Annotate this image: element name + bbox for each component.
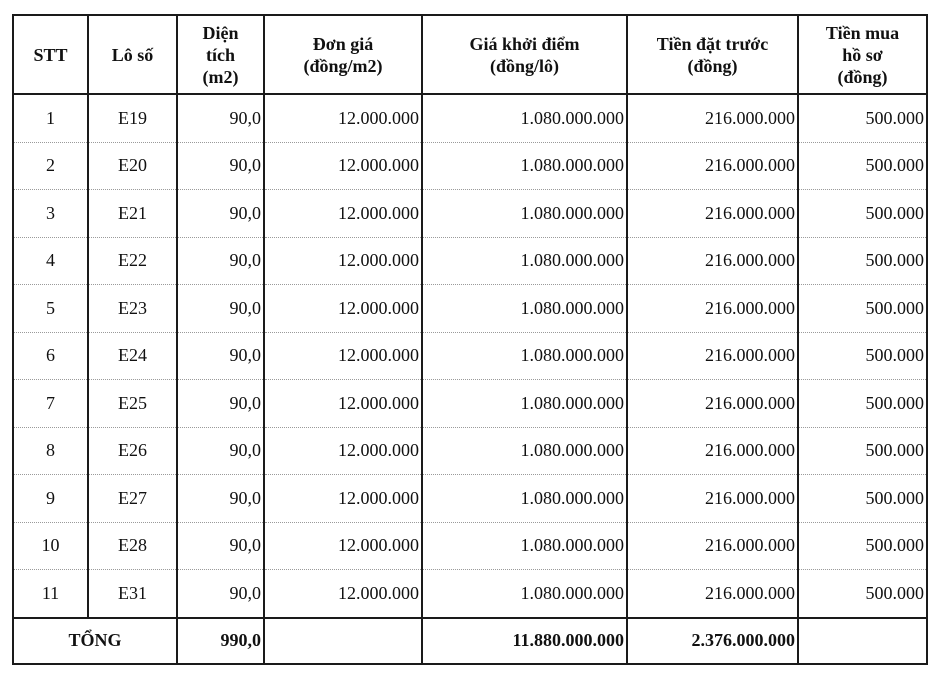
header-row (13, 15, 927, 94)
cell-unit-price: 12.000.000 (264, 332, 422, 380)
cell-unit-price: 12.000.000 (264, 285, 422, 333)
cell-area: 90,0 (177, 190, 264, 238)
total-row (13, 618, 927, 664)
header-unit-price: Đơn giá (đồng/m2) (264, 15, 422, 94)
auction-lot-table-container (12, 14, 926, 665)
cell-area: 90,0 (177, 237, 264, 285)
cell-lot-number: E24 (88, 332, 177, 380)
table-body (13, 94, 927, 618)
cell-lot-number: E31 (88, 570, 177, 618)
cell-dossier-fee: 500.000 (798, 570, 927, 618)
header-dossier-fee: Tiền mua hồ sơ (đồng) (798, 15, 927, 94)
cell-lot-number: E21 (88, 190, 177, 238)
cell-dossier-fee: 500.000 (798, 190, 927, 238)
cell-start-price: 1.080.000.000 (422, 522, 627, 570)
cell-lot-number: E23 (88, 285, 177, 333)
header-start-price: Giá khởi điểm (đồng/lô) (422, 15, 627, 94)
cell-dossier-fee: 500.000 (798, 142, 927, 190)
total-label: TỔNG (13, 618, 177, 664)
cell-area: 90,0 (177, 570, 264, 618)
cell-lot-number: E19 (88, 94, 177, 142)
cell-deposit: 216.000.000 (627, 94, 798, 142)
cell-start-price: 1.080.000.000 (422, 94, 627, 142)
total-area: 990,0 (177, 618, 264, 664)
total-deposit: 2.376.000.000 (627, 618, 798, 664)
cell-dossier-fee: 500.000 (798, 475, 927, 523)
cell-stt: 4 (13, 237, 88, 285)
cell-deposit: 216.000.000 (627, 285, 798, 333)
cell-area: 90,0 (177, 94, 264, 142)
total-unit-price (264, 618, 422, 664)
cell-lot-number: E20 (88, 142, 177, 190)
table-row (13, 332, 927, 380)
cell-stt: 10 (13, 522, 88, 570)
cell-lot-number: E27 (88, 475, 177, 523)
cell-deposit: 216.000.000 (627, 427, 798, 475)
cell-lot-number: E25 (88, 380, 177, 428)
cell-dossier-fee: 500.000 (798, 332, 927, 380)
total-dossier-fee (798, 618, 927, 664)
cell-area: 90,0 (177, 475, 264, 523)
table-row (13, 522, 927, 570)
header-lot-number: Lô số (88, 15, 177, 94)
cell-start-price: 1.080.000.000 (422, 237, 627, 285)
cell-dossier-fee: 500.000 (798, 94, 927, 142)
cell-deposit: 216.000.000 (627, 142, 798, 190)
table-row (13, 427, 927, 475)
table-row (13, 190, 927, 238)
cell-dossier-fee: 500.000 (798, 285, 927, 333)
table-row (13, 285, 927, 333)
cell-dossier-fee: 500.000 (798, 237, 927, 285)
cell-dossier-fee: 500.000 (798, 522, 927, 570)
cell-deposit: 216.000.000 (627, 332, 798, 380)
cell-start-price: 1.080.000.000 (422, 475, 627, 523)
cell-deposit: 216.000.000 (627, 237, 798, 285)
cell-start-price: 1.080.000.000 (422, 570, 627, 618)
cell-deposit: 216.000.000 (627, 190, 798, 238)
cell-area: 90,0 (177, 380, 264, 428)
cell-stt: 1 (13, 94, 88, 142)
table-row (13, 142, 927, 190)
cell-unit-price: 12.000.000 (264, 570, 422, 618)
cell-stt: 5 (13, 285, 88, 333)
cell-deposit: 216.000.000 (627, 570, 798, 618)
cell-start-price: 1.080.000.000 (422, 285, 627, 333)
cell-unit-price: 12.000.000 (264, 94, 422, 142)
cell-stt: 11 (13, 570, 88, 618)
cell-area: 90,0 (177, 522, 264, 570)
cell-stt: 3 (13, 190, 88, 238)
table-row (13, 570, 927, 618)
total-start-price: 11.880.000.000 (422, 618, 627, 664)
cell-dossier-fee: 500.000 (798, 380, 927, 428)
cell-lot-number: E22 (88, 237, 177, 285)
auction-lot-table (12, 14, 928, 665)
cell-stt: 8 (13, 427, 88, 475)
cell-unit-price: 12.000.000 (264, 475, 422, 523)
cell-area: 90,0 (177, 285, 264, 333)
cell-start-price: 1.080.000.000 (422, 142, 627, 190)
cell-deposit: 216.000.000 (627, 475, 798, 523)
table-row (13, 237, 927, 285)
cell-unit-price: 12.000.000 (264, 522, 422, 570)
cell-stt: 6 (13, 332, 88, 380)
cell-unit-price: 12.000.000 (264, 427, 422, 475)
cell-stt: 2 (13, 142, 88, 190)
cell-start-price: 1.080.000.000 (422, 427, 627, 475)
cell-area: 90,0 (177, 142, 264, 190)
cell-deposit: 216.000.000 (627, 522, 798, 570)
cell-unit-price: 12.000.000 (264, 237, 422, 285)
cell-start-price: 1.080.000.000 (422, 380, 627, 428)
cell-stt: 9 (13, 475, 88, 523)
cell-unit-price: 12.000.000 (264, 190, 422, 238)
cell-area: 90,0 (177, 332, 264, 380)
cell-start-price: 1.080.000.000 (422, 332, 627, 380)
header-deposit: Tiền đặt trước (đồng) (627, 15, 798, 94)
table-row (13, 380, 927, 428)
cell-unit-price: 12.000.000 (264, 142, 422, 190)
cell-area: 90,0 (177, 427, 264, 475)
cell-deposit: 216.000.000 (627, 380, 798, 428)
header-stt: STT (13, 15, 88, 94)
table-row (13, 94, 927, 142)
cell-start-price: 1.080.000.000 (422, 190, 627, 238)
cell-dossier-fee: 500.000 (798, 427, 927, 475)
header-area: Diện tích (m2) (177, 15, 264, 94)
cell-lot-number: E26 (88, 427, 177, 475)
cell-lot-number: E28 (88, 522, 177, 570)
cell-stt: 7 (13, 380, 88, 428)
table-row (13, 475, 927, 523)
cell-unit-price: 12.000.000 (264, 380, 422, 428)
